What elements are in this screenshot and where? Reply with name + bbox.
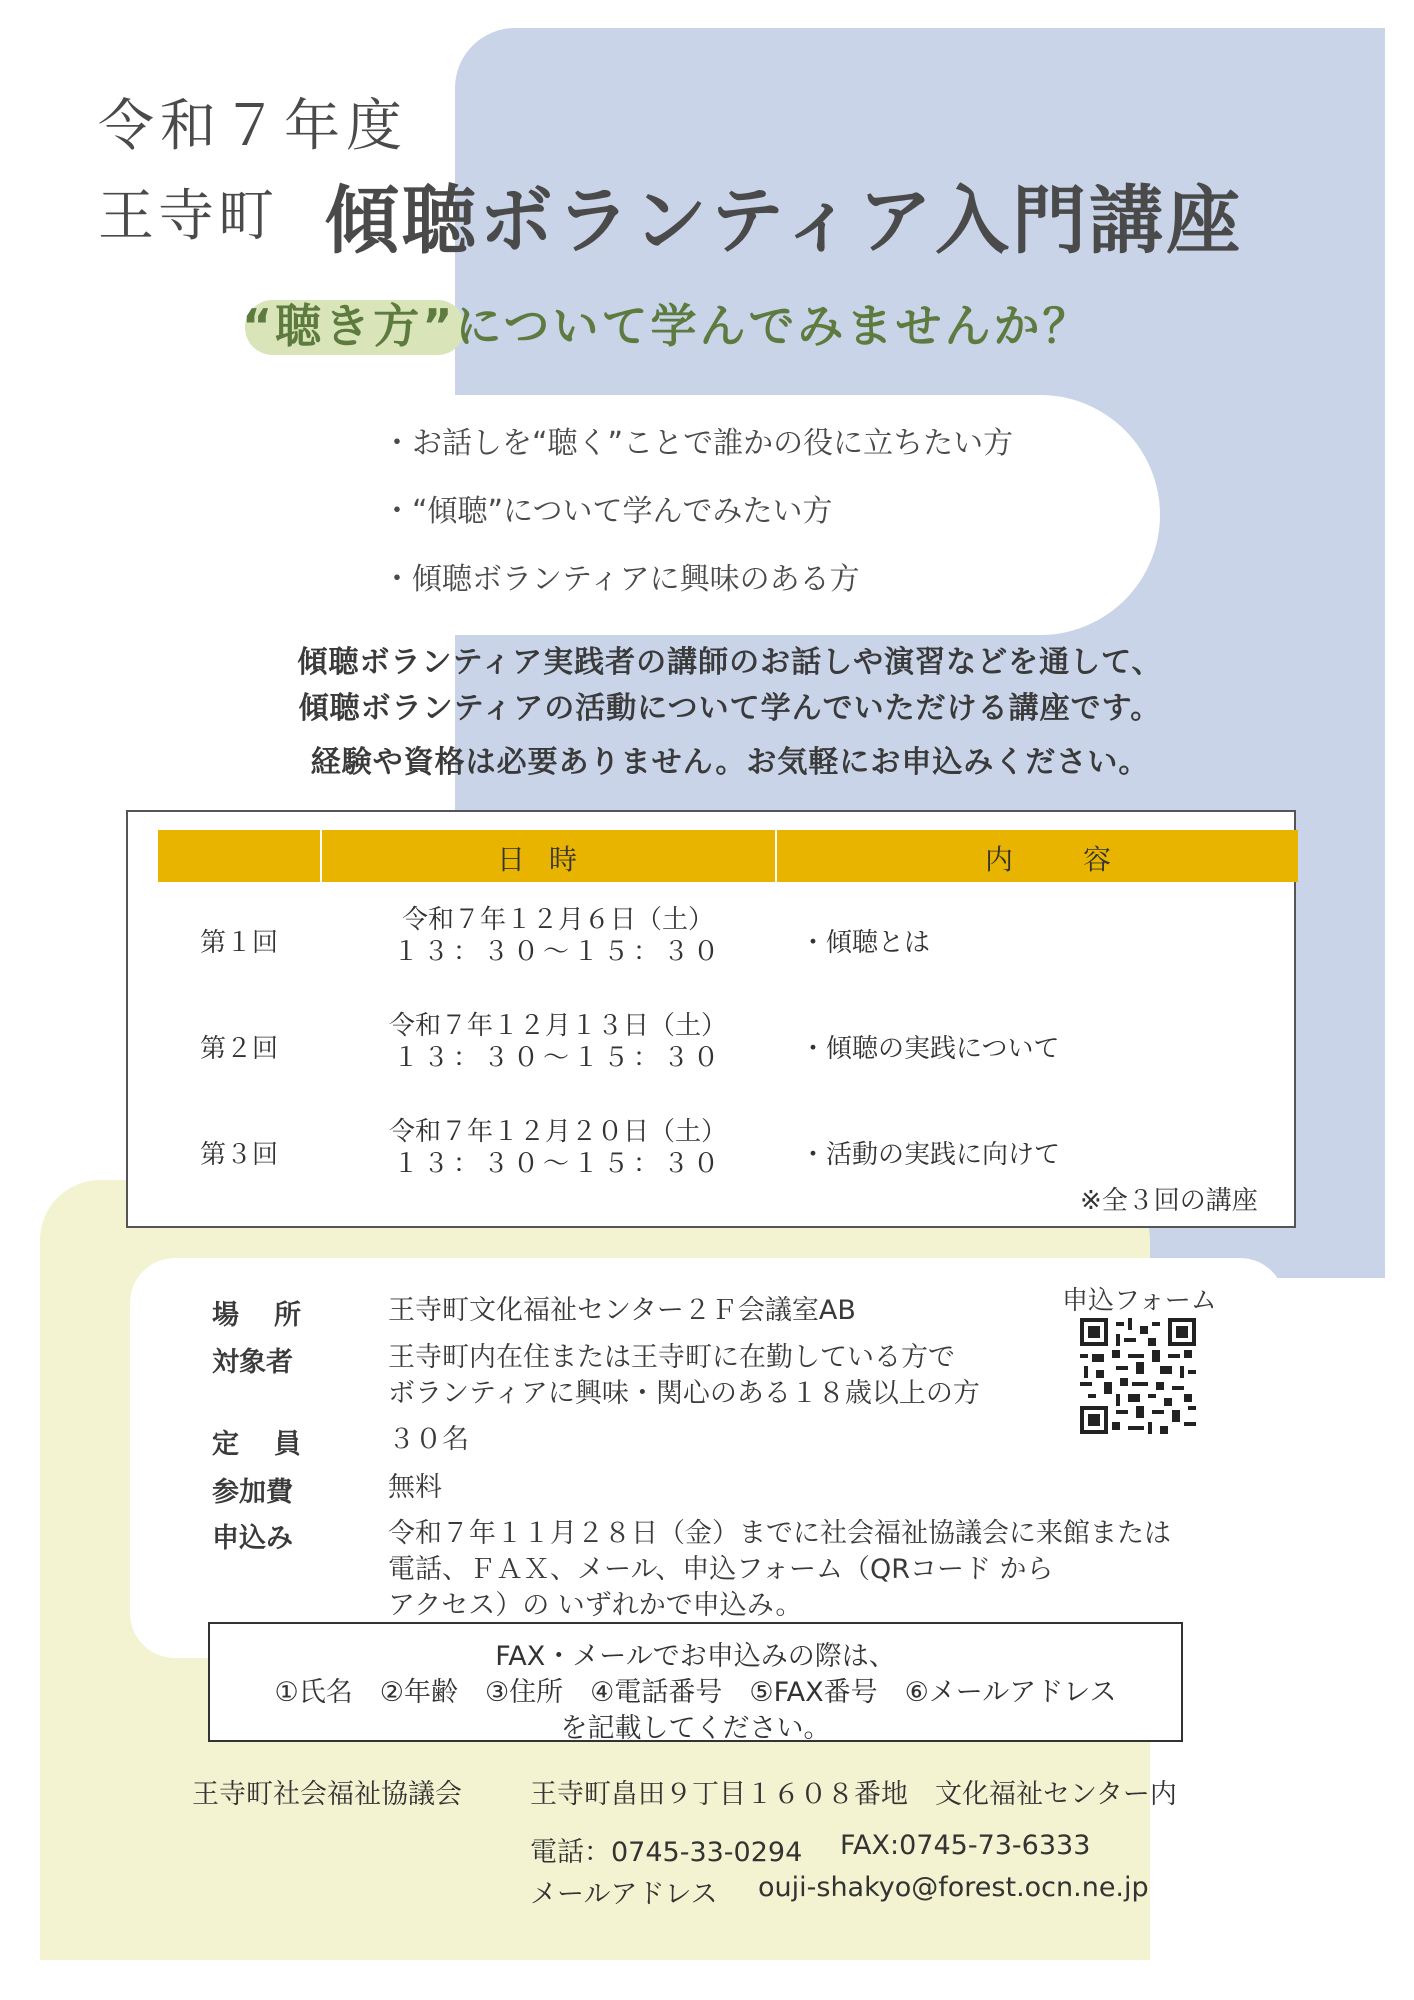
apply-value xyxy=(388,1516,1171,1624)
qr-label: 申込フォーム xyxy=(1062,1286,1217,1316)
phone-number: 電話：0745-33-0294 xyxy=(530,1837,803,1868)
apply-line: 令和７年１１月２８日（金）までに社会福祉協議会に来館または xyxy=(388,1518,1171,1549)
session-time: １３：３０～１５：３０ xyxy=(392,1043,723,1073)
year-heading: 令和７年度 xyxy=(98,94,408,159)
description-line: 経験や資格は必要ありません。お気軽にお申込みください。 xyxy=(310,745,1150,780)
target-value xyxy=(388,1340,980,1412)
schedule-note: ※全３回の講座 xyxy=(1080,1186,1258,1216)
session-datetime xyxy=(368,1116,748,1180)
session-label: 第３回 xyxy=(200,1140,279,1170)
list-item: ・傾聴ボランティアに興味のある方 xyxy=(382,562,860,597)
target-list xyxy=(382,410,1013,614)
header-divider xyxy=(775,830,777,882)
header-date: 日時 xyxy=(497,843,602,876)
session-datetime xyxy=(368,904,748,968)
session-label: 第２回 xyxy=(200,1034,279,1064)
session-time: １３：３０～１５：３０ xyxy=(392,1149,723,1179)
course-title: 傾聴ボランティア入門講座 xyxy=(325,178,1244,264)
description-line: 傾聴ボランティアの活動について学んでいただける講座です。 xyxy=(298,691,1162,726)
session-label: 第１回 xyxy=(200,928,279,958)
header-content: 内容 xyxy=(985,843,1182,876)
apply-line: アクセス）の いずれかで申込み。 xyxy=(388,1590,803,1621)
fee-label: 参加費 xyxy=(212,1477,293,1508)
place-label: 場 所 xyxy=(212,1300,305,1331)
email-address[interactable]: ouji-shakyo@forest.ocn.ne.jp xyxy=(758,1872,1149,1903)
organization-name: 王寺町社会福祉協議会 xyxy=(192,1779,462,1810)
target-line: 王寺町内在住または王寺町に在勤している方で xyxy=(388,1342,955,1373)
target-line: ボランティアに興味・関心のある１８歳以上の方 xyxy=(388,1378,980,1409)
fax-note-line: を記載してください。 xyxy=(560,1713,831,1744)
session-date: 令和７年１２月１３日（土） xyxy=(388,1011,727,1041)
target-label: 対象者 xyxy=(212,1347,293,1378)
session-content: ・活動の実践に向けて xyxy=(800,1140,1061,1170)
capacity-value: ３０名 xyxy=(388,1424,469,1455)
town-name: 王寺町 xyxy=(98,184,278,249)
session-time: １３：３０～１５：３０ xyxy=(392,937,723,967)
list-item: ・お話しを“聴く”ことで誰かの役に立ちたい方 xyxy=(382,426,1014,461)
session-date: 令和７年１２月６日（土） xyxy=(401,905,714,935)
subtitle: “聴き方”について学んでみませんか？ xyxy=(242,299,1092,353)
fee-value: 無料 xyxy=(388,1472,442,1503)
fax-note-line: FAX・メールでお申込みの際は、 xyxy=(495,1641,896,1672)
apply-label: 申込み xyxy=(212,1523,293,1554)
session-date: 令和７年１２月２０日（土） xyxy=(388,1117,727,1147)
place-value: 王寺町文化福祉センター２Ｆ会議室AB xyxy=(388,1295,856,1326)
apply-line: 電話、ＦＡＸ、メール、申込フォーム（QRコード から xyxy=(388,1554,1054,1585)
header-divider xyxy=(320,830,322,882)
organization-address: 王寺町畠田９丁目１６０８番地 文化福祉センター内 xyxy=(530,1779,1177,1810)
session-content: ・傾聴の実践について xyxy=(800,1034,1060,1064)
email-label: メールアドレス xyxy=(530,1879,718,1910)
session-datetime xyxy=(368,1010,748,1074)
qr-code-icon[interactable] xyxy=(1080,1318,1196,1434)
session-content: ・傾聴とは xyxy=(800,928,931,958)
fax-note-line: ①氏名 ②年齢 ③住所 ④電話番号 ⑤FAX番号 ⑥メールアドレス xyxy=(274,1677,1117,1708)
description xyxy=(240,640,1220,786)
list-item: ・“傾聴”について学んでみたい方 xyxy=(382,494,833,529)
capacity-label: 定 員 xyxy=(212,1429,305,1460)
fax-number: FAX:0745-73-6333 xyxy=(840,1830,1091,1861)
description-line: 傾聴ボランティア実践者の講師のお話しや演習などを通して、 xyxy=(297,645,1163,680)
